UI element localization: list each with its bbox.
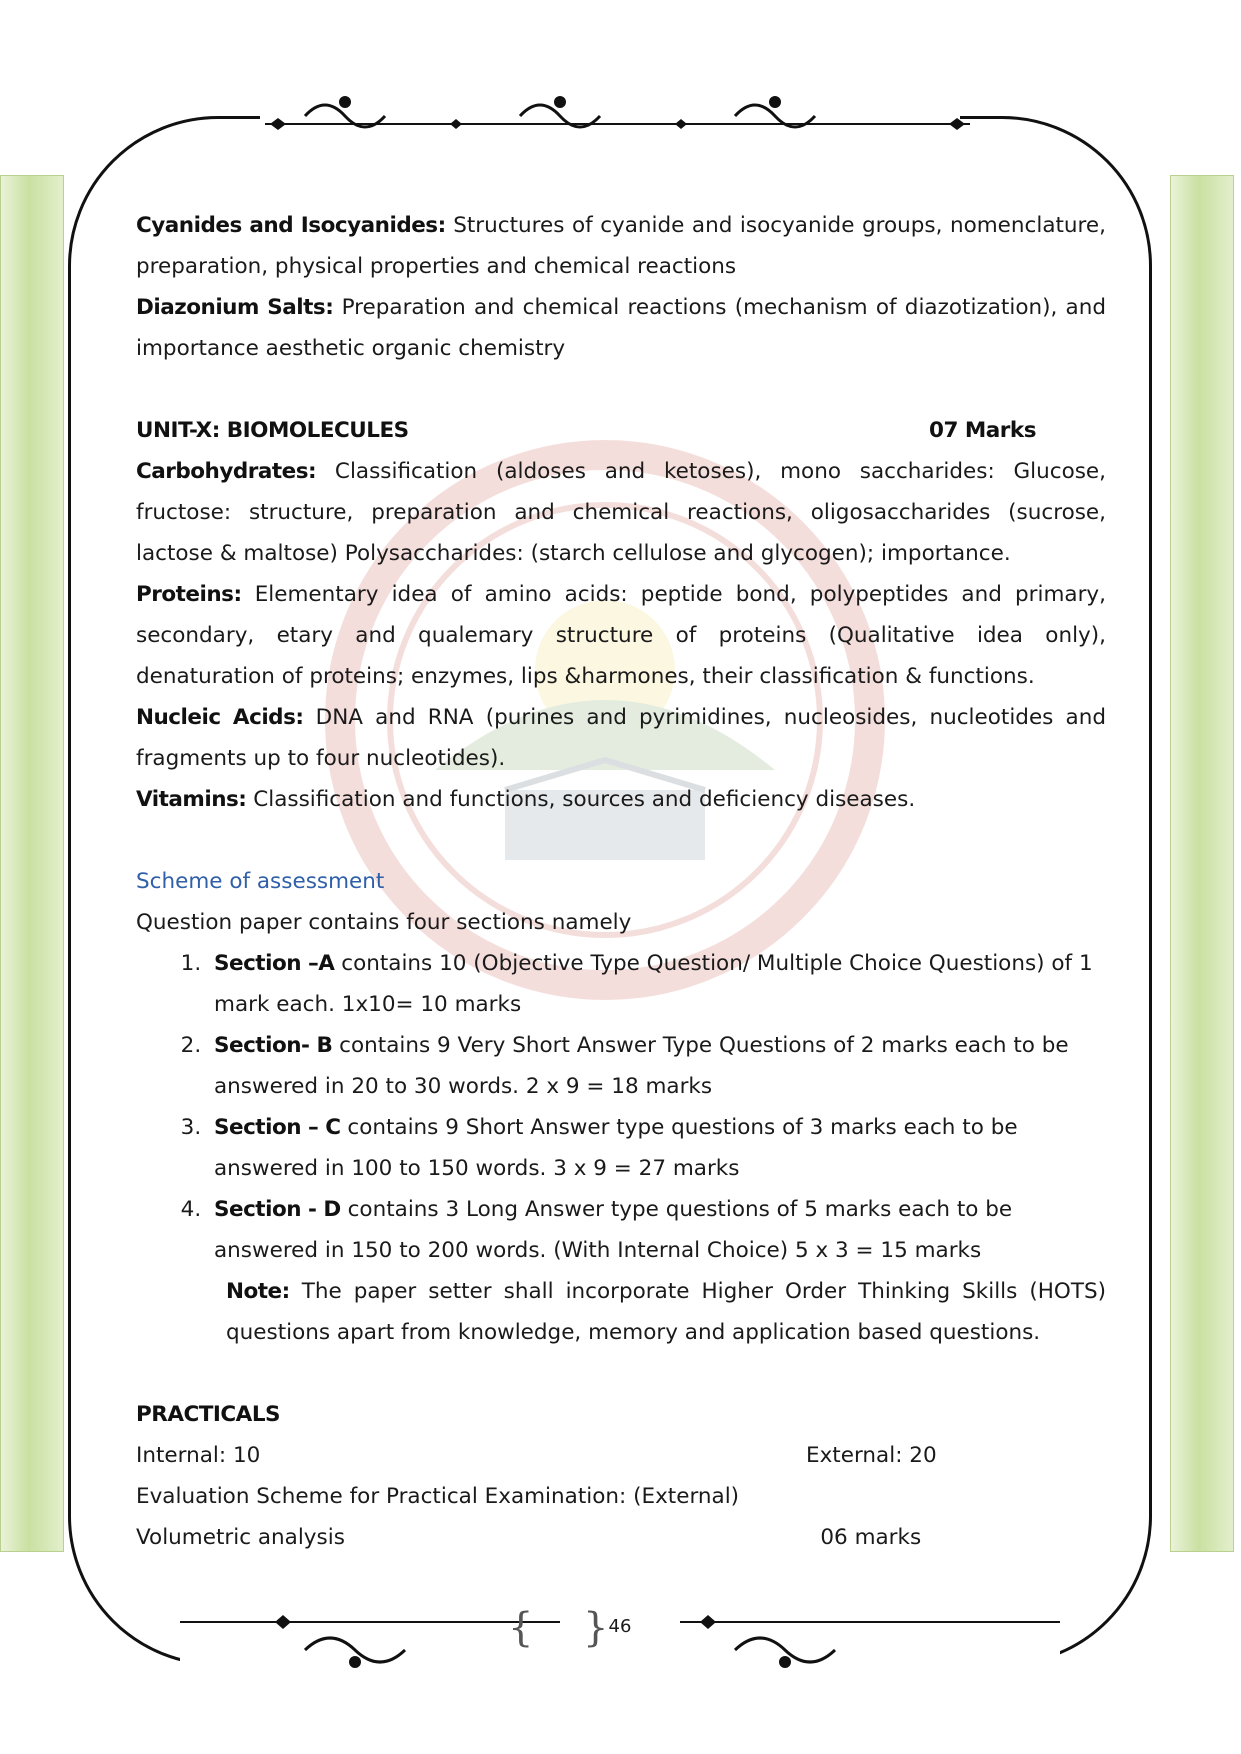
vitamins-heading: Vitamins: — [136, 787, 247, 812]
sections-list — [136, 943, 1106, 1271]
note-paragraph — [136, 1271, 1106, 1353]
unit-marks: 07 Marks — [928, 418, 1036, 443]
right-brace-icon: } — [583, 1605, 609, 1651]
cyanides-paragraph — [136, 205, 1106, 287]
list-item — [208, 1107, 1106, 1189]
proteins-heading: Proteins: — [136, 582, 242, 607]
right-decorative-bar — [1170, 175, 1234, 1552]
page-content — [136, 205, 1106, 1558]
section-label: Section- B — [214, 1033, 333, 1058]
unit-heading-row — [136, 410, 1036, 451]
carbohydrates-paragraph — [136, 451, 1106, 574]
proteins-paragraph — [136, 574, 1106, 697]
proteins-text: Elementary idea of amino acids: peptide bond, polypeptides and primary, secondary, etary and qualemary structure of proteins (Qualitative idea only), denaturation of proteins; enzymes, lips &harmones, their classification & functions. — [136, 582, 1106, 689]
list-item — [208, 1189, 1106, 1271]
list-item — [208, 943, 1106, 1025]
vitamins-paragraph — [136, 779, 1106, 820]
cyanides-text: Structures of cyanide and isocyanide groups, nomenclature, preparation, physical properties and chemical reactions — [136, 213, 1106, 279]
page-number: 46 — [608, 1616, 632, 1637]
vitamins-text: Classification and functions, sources and deficiency diseases. — [246, 787, 916, 812]
scheme-intro: Question paper contains four sections namely — [136, 910, 632, 935]
unit-title: UNIT-X: BIOMOLECULES — [136, 418, 409, 443]
note-label: Note: — [226, 1279, 290, 1304]
nucleic-text: DNA and RNA (purines and pyrimidines, nucleosides, nucleotides and fragments up to four nucleotides). — [136, 705, 1107, 771]
internal-marks: Internal: 10 — [136, 1443, 261, 1468]
section-text: contains 3 Long Answer type questions of 5 marks each to be answered in 150 to 200 words. (With Internal Choice) 5 x 3 = 15 marks — [214, 1197, 1013, 1263]
diazonium-text: Preparation and chemical reactions (mechanism of diazotization), and importance aesthetic organic chemistry — [136, 295, 1107, 361]
nucleic-paragraph — [136, 697, 1106, 779]
carbohydrates-text: Classification (aldoses and ketoses), mono saccharides: Glucose, fructose: structure, preparation and chemical reactions, oligosaccharides (sucrose, lactose & maltose) Polysaccharides: (starch cellulose and glycogen); importance. — [136, 459, 1106, 566]
section-label: Section –A — [214, 951, 335, 976]
diazonium-heading: Diazonium Salts: — [136, 295, 334, 320]
section-text: contains 10 (Objective Type Question/ Multiple Choice Questions) of 1 mark each. 1x10= 10 marks — [214, 951, 1093, 1017]
scheme-title: Scheme of assessment — [136, 869, 385, 894]
practicals-title: PRACTICALS — [136, 1402, 280, 1427]
left-decorative-bar — [0, 175, 64, 1552]
practicals-marks-row — [136, 1435, 1036, 1476]
volumetric-marks: 06 marks — [820, 1525, 922, 1550]
section-text: contains 9 Short Answer type questions of 3 marks each to be answered in 100 to 150 words. 3 x 9 = 27 marks — [214, 1115, 1018, 1181]
section-label: Section – C — [214, 1115, 341, 1140]
carbohydrates-heading: Carbohydrates: — [136, 459, 317, 484]
left-brace-icon: { — [508, 1605, 534, 1651]
nucleic-heading: Nucleic Acids: — [136, 705, 304, 730]
external-marks: External: 20 — [806, 1443, 937, 1468]
note-text: The paper setter shall incorporate Higher Order Thinking Skills (HOTS) questions apart from knowledge, memory and application based questions. — [226, 1279, 1106, 1345]
section-label: Section - D — [214, 1197, 341, 1222]
top-ornament-icon — [265, 88, 970, 148]
evaluation-scheme: Evaluation Scheme for Practical Examination: (External) — [136, 1484, 740, 1509]
cyanides-heading: Cyanides and Isocyanides: — [136, 213, 446, 238]
volumetric-label: Volumetric analysis — [136, 1525, 345, 1550]
section-text: contains 9 Very Short Answer Type Questions of 2 marks each to be answered in 20 to 30 words. 2 x 9 = 18 marks — [214, 1033, 1069, 1099]
list-item — [208, 1025, 1106, 1107]
volumetric-row — [136, 1517, 1036, 1558]
diazonium-paragraph — [136, 287, 1106, 369]
